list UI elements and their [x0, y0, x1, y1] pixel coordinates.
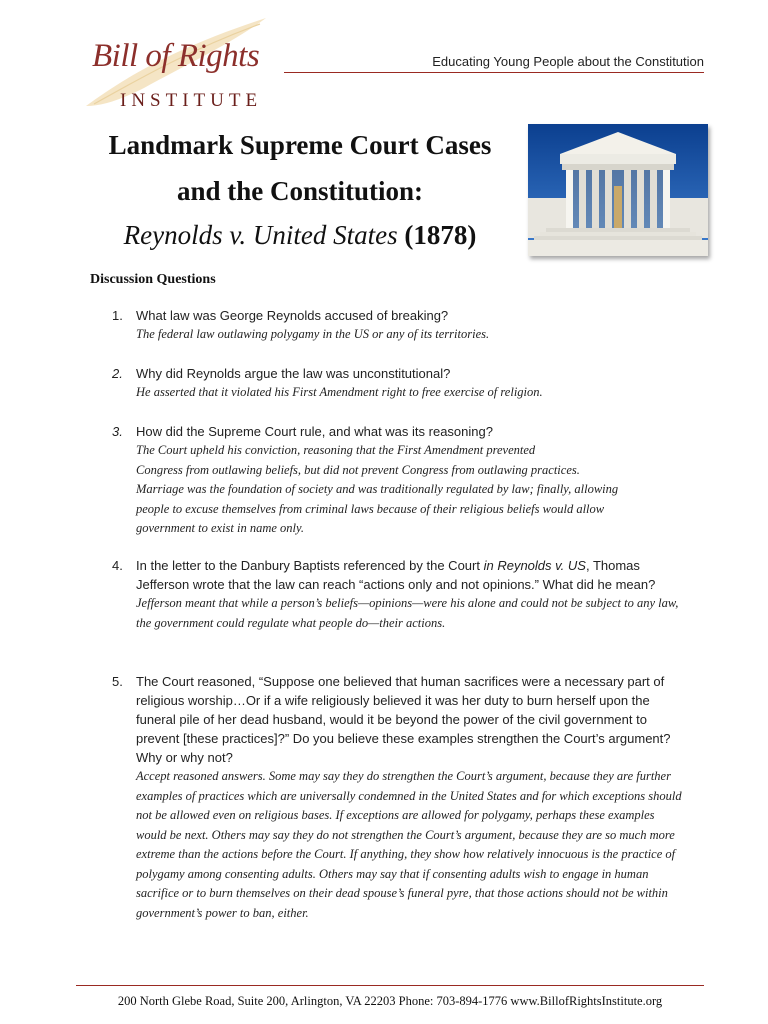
page-title-line-2: and the Constitution:	[176, 176, 424, 206]
question-number: 1.	[112, 308, 123, 323]
supreme-court-photo	[528, 124, 708, 256]
header-tagline: Educating Young People about the Constitution	[432, 54, 704, 69]
logo-script-text: Bill of Rights	[92, 38, 260, 74]
page-title-case	[80, 222, 520, 249]
answer-line: Congress from outlawing beliefs, but did not prevent Congress from outlawing practices.	[136, 462, 580, 477]
case-reference: in Reynolds v. US	[483, 558, 586, 573]
logo-institute-text: INSTITUTE	[120, 90, 263, 111]
supreme-court-building-icon	[528, 124, 708, 256]
page-title-line-1: Landmark Supreme Court Cases	[108, 130, 492, 160]
question-item	[90, 556, 682, 633]
question-text: The Court reasoned, “Suppose one believed that human sacrifices were a necessary part of religious worship…Or if a wife religiously believed it was her duty to burn herself upon the funeral pile of her dead husband, would it be beyond the power of the civil government to prevent [these practices]?” Do you believe these examples strengthen the Court’s argument? Why or why not?	[136, 674, 671, 765]
answer-text: The federal law outlawing polygamy in the US or any of its territories.	[136, 327, 490, 341]
answer-text: Jefferson meant that while a person’s beliefs—opinions—were his alone and could not be subject to any law, the government could regulate what people do—their actions.	[136, 596, 679, 630]
question-text: How did the Supreme Court rule, and what was its reasoning?	[136, 424, 493, 439]
answer-line: government to exist in name only.	[136, 521, 305, 535]
question-text: What law was George Reynolds accused of breaking?	[136, 308, 449, 323]
bill-of-rights-institute-logo	[84, 18, 274, 110]
question-number: 4.	[112, 558, 123, 573]
question-text: Why did Reynolds argue the law was unconstitutional?	[136, 366, 451, 381]
case-name: Reynolds v. United States	[123, 220, 398, 250]
footer-address: 200 North Glebe Road, Suite 200, Arlington, VA 22203 Phone: 703-894-1776 www.BillofRightsInstitute.org	[117, 994, 663, 1008]
question-number: 5.	[112, 674, 123, 689]
answer-text	[136, 441, 682, 539]
answer-line: people to excuse themselves from criminal laws because of their religious beliefs would allow	[136, 501, 605, 516]
question-text-part: In the letter to the Danbury Baptists referenced by the Court	[136, 558, 484, 573]
question-text-part: , Thomas Jefferson wrote that the law can reach “actions only and not opinions.” What did he mean?	[136, 558, 656, 592]
question-item	[90, 364, 682, 403]
case-year: (1878)	[404, 220, 477, 250]
answer-text: Accept reasoned answers. Some may say they do strengthen the Court’s argument, because they are further examples of practices which are universally condemned in the United States and for which exceptions should not be allowed even on religious bases. If exceptions are allowed for polygamy, perhaps these examples would be next. Others may say they do not strengthen the Court’s argument, because they are so much more extreme than the actions before the Court. If anything, they show how relatively innocuous is the practice of polygamy among consenting adults. Others may say that if consenting adults wish to engage in human sacrifice or to burn themselves on their dead spouse’s funeral pyre, that those actions should not be within government’s power to ban, either.	[136, 769, 682, 920]
answer-line: The Court upheld his conviction, reasoning that the First Amendment prevented	[136, 443, 536, 457]
question-number: 2.	[112, 366, 123, 381]
answer-text: He asserted that it violated his First Amendment right to free exercise of religion.	[136, 385, 543, 399]
answer-line: Marriage was the foundation of society and was traditionally regulated by law; finally, allowing	[136, 482, 619, 496]
question-item	[90, 422, 682, 539]
footer-divider	[76, 985, 704, 986]
question-item	[90, 306, 682, 345]
question-item	[90, 672, 682, 923]
question-text	[136, 556, 682, 594]
section-heading: Discussion Questions	[90, 272, 216, 287]
header-divider	[284, 72, 704, 73]
question-number: 3.	[112, 424, 123, 439]
